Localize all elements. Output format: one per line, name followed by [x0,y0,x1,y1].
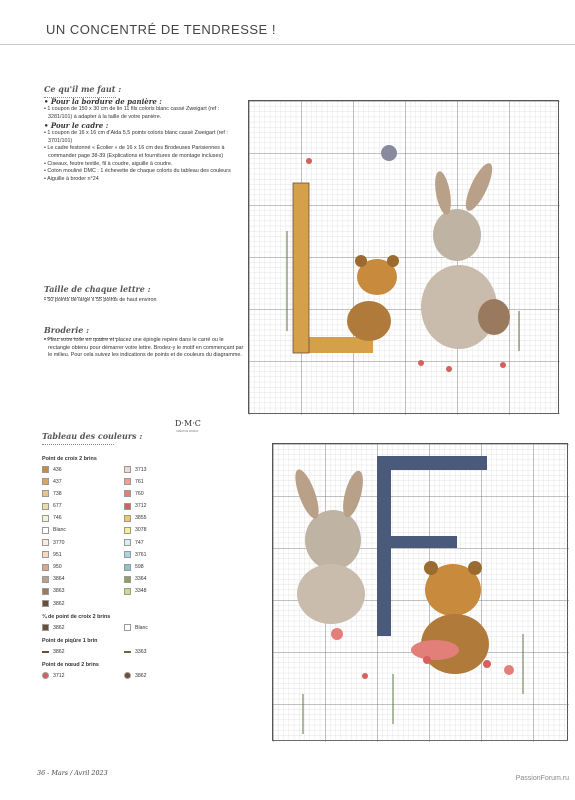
color-code: 950 [53,564,62,570]
color-code: 746 [53,515,62,522]
cross-stitch-list [42,466,212,607]
legend-item [42,576,124,583]
color-swatch [124,624,131,631]
backstitch-heading: Point de piqûre 1 brin [42,638,98,645]
color-code: 3364 [135,576,147,583]
french-knot-list [42,672,212,679]
color-code: 3761 [135,551,147,558]
legend-item [124,527,206,534]
legend-item [124,588,206,595]
legend-item [42,624,124,631]
cross-stitch-chart-letter-f [272,443,568,741]
embroidery-item: • Pliez votre toile en quatre et placez une épingle repère dans le carré ou le rectangle obtenu pour démarrer votre lettre. Brodez-y le motif en commençant par le milieu. Pour cela suivez les indications de points et de couleurs du diagramme. [44,337,244,360]
color-swatch [124,672,131,679]
legend-item [124,564,206,571]
panier-title: • Pour la bordure de panière : [44,97,162,106]
color-swatch [42,624,49,631]
legend-item [42,478,124,485]
color-swatch [124,466,131,473]
legend-item [42,672,124,679]
color-code: 3862 [135,672,147,679]
cadre-item: • Coton mouliné DMC : 1 échevette de chaque coloris du tableau des couleurs [44,168,244,176]
legend-item [42,588,124,595]
cross-stitch-heading: Point de croix 2 brins [42,456,97,462]
color-swatch [124,527,131,534]
color-code: 437 [53,478,62,485]
legend-item [124,576,206,583]
legend-item [124,515,206,522]
legend-item [42,503,124,510]
legend-item [124,551,206,558]
embroidery-title: Broderie : [44,325,116,339]
color-swatch [42,651,49,653]
color-swatch [42,466,49,473]
color-code: 3770 [53,539,65,546]
color-swatch [124,490,131,497]
page-header: UN CONCENTRÉ DE TENDRESSE ! [46,22,276,37]
dmc-logo-subtitle: CRÉATIVE WORLD [176,430,199,433]
color-swatch [42,503,49,510]
legend-item [124,672,206,679]
color-swatch [124,503,131,510]
legend-item [124,490,206,497]
color-swatch [124,515,131,522]
header-divider [0,44,575,45]
color-code: 3712 [135,503,147,510]
color-swatch [42,672,49,679]
color-code: 3855 [135,515,147,522]
color-code: 3078 [135,527,147,534]
color-code: 951 [53,551,62,558]
color-swatch [42,490,49,497]
size-block [44,297,244,305]
color-swatch [42,564,49,571]
watermark: PassionForum.ru [515,775,569,782]
color-code: 747 [135,539,144,546]
three-quarter-list [42,624,212,631]
size-item: • 50 points de large x 55 points de haut environ [44,297,244,305]
color-swatch [124,478,131,485]
color-code: 3363 [135,648,147,655]
legend-item [42,490,124,497]
color-code: 3864 [53,576,65,583]
legend-item [124,466,206,473]
color-code: Blanc [53,527,66,534]
cadre-item: • Ciseaux, feutre textile, fil à coudre, aiguille à coudre. [44,161,244,169]
color-code: 3862 [53,624,65,631]
three-quarter-heading: ¾ de point de croix 2 brins [42,614,111,621]
color-swatch [124,651,131,653]
embroidery-block [44,337,244,360]
color-code: Blanc [135,624,148,631]
backstitch-list [42,648,212,655]
color-code: 3348 [135,588,147,595]
color-swatch [124,576,131,583]
legend-item [42,527,124,534]
color-swatch [42,539,49,546]
legend-title: Tableau des couleurs : [42,431,142,445]
legend-item [42,551,124,558]
page-footer: 36 - Mars / Avril 2023 [37,769,108,777]
color-code: 761 [135,478,144,485]
color-code: 436 [53,466,62,473]
materials-block [44,97,244,183]
legend-item [42,648,124,655]
legend-item [124,478,206,485]
legend-item [124,539,206,546]
cadre-item: • Aiguille à broder n°24 [44,176,244,184]
color-swatch [42,588,49,595]
color-code: 3862 [53,648,65,655]
color-code: 3713 [135,466,147,473]
color-code: 677 [53,503,62,510]
color-code: 760 [135,490,144,497]
cadre-item: • 1 coupon de 16 x 16 cm d'Aida 5,5 points coloris blanc cassé Zweigart (ref : 3701/101) [44,130,244,145]
chart-grid-svg-2 [273,444,569,742]
color-swatch [124,564,131,571]
legend-item [42,564,124,571]
color-code: 738 [53,490,62,497]
color-swatch [124,551,131,558]
color-swatch [124,539,131,546]
french-knot-heading: Point de nœud 2 brins [42,662,99,669]
legend-item [42,539,124,546]
chart-grid-svg-1 [249,101,560,415]
dmc-logo: D·M·C [175,419,201,428]
color-swatch [42,576,49,583]
legend-item [42,600,124,607]
color-swatch [42,551,49,558]
color-code: 598 [135,564,144,570]
color-swatch [42,515,49,522]
legend-item [124,624,206,631]
legend-item [42,466,124,473]
color-legend [42,456,212,679]
color-swatch [42,600,49,607]
color-swatch [42,527,49,534]
size-title: Taille de chaque lettre : [44,284,151,298]
legend-item [42,515,124,522]
cross-stitch-chart-letter-l [248,100,559,414]
panier-item: • 1 coupon de 150 x 30 cm de lin 11 fils coloris blanc cassé Zweigart (ref : 3281/101) à adapter à la taille de votre panière. [44,106,244,121]
cadre-item: • Le cadre festonné « Écolier » de 16 x 16 cm des Brodeuses Parisiennes à commander page 38-39 (Explications et fournitures de montage incluses) [44,145,244,160]
cadre-title: • Pour le cadre : [44,121,109,131]
color-swatch [42,478,49,485]
legend-item [124,503,206,510]
color-code: 3863 [53,588,65,595]
color-code: 3712 [53,672,65,679]
color-code: 3862 [53,600,65,607]
materials-title: Ce qu'il me faut : [44,84,121,98]
legend-item [124,648,206,655]
color-swatch [124,588,131,595]
